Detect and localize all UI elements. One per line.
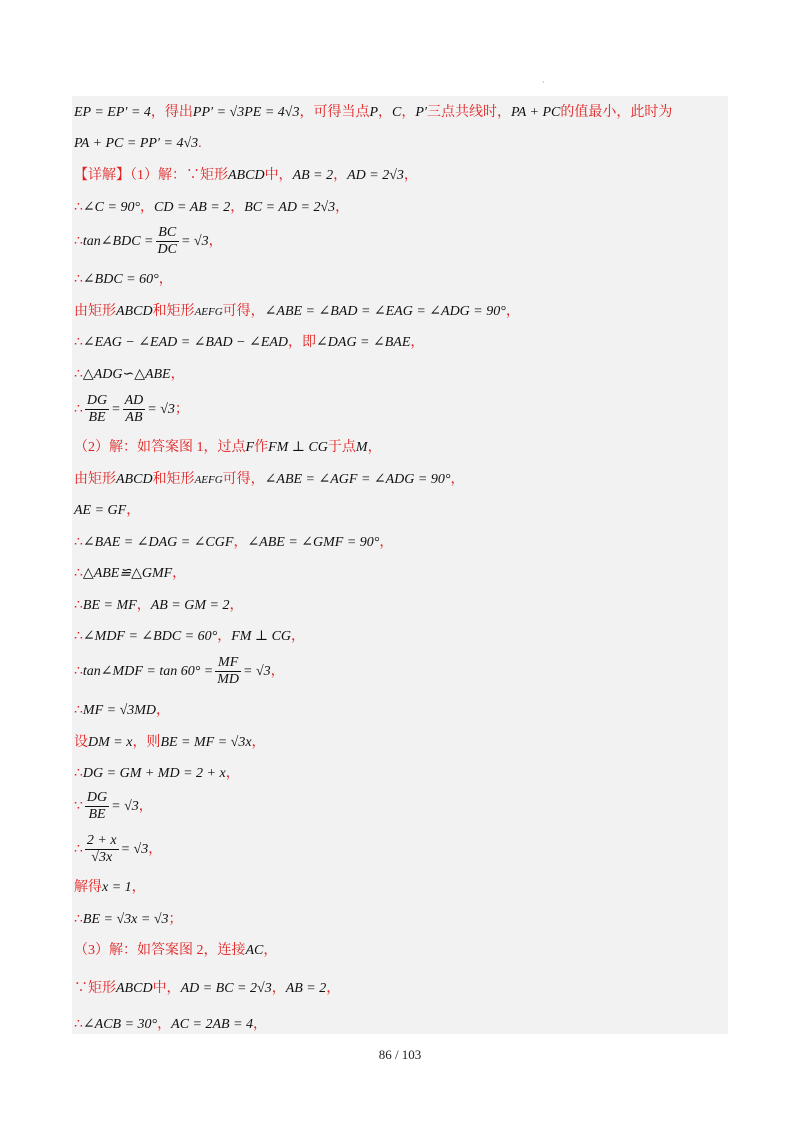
equation: AD = BC = 2√3	[180, 981, 272, 996]
equation: AC = 2AB = 4	[171, 1017, 254, 1032]
text: ，	[505, 304, 520, 319]
equation: ∠ACB = 30°	[82, 1017, 158, 1032]
equation: AB = 2	[285, 981, 327, 996]
equation: DM = x	[88, 735, 133, 750]
text: 和矩形	[152, 472, 195, 487]
text: ，	[172, 566, 187, 581]
text: ，	[263, 943, 278, 958]
equation: ∠MDF = ∠BDC = 60°	[82, 629, 218, 644]
line-5	[74, 224, 223, 260]
therefore-symbol: ∴	[74, 912, 83, 927]
math-term: AC	[245, 943, 264, 958]
text: ，即	[288, 335, 317, 350]
fraction	[215, 655, 241, 688]
text: ，	[230, 200, 245, 215]
equation: ∠EAG − ∠EAD = ∠BAD − ∠EAD	[82, 335, 289, 350]
math-term: AEFG	[194, 474, 223, 486]
text: ，	[333, 168, 348, 183]
equation: ∠ABE = ∠GMF = 90°	[247, 535, 380, 550]
text: ，	[126, 503, 141, 518]
line-1	[74, 104, 672, 122]
point-label: F	[245, 440, 255, 455]
equation: = √3	[120, 842, 149, 857]
math-term: ABCD	[116, 472, 153, 487]
fraction	[85, 790, 109, 823]
therefore-symbol: ∴	[74, 234, 83, 249]
equation: AD = 2√3	[347, 168, 404, 183]
therefore-symbol: ∴	[74, 664, 83, 679]
text: 三点共线时，	[426, 105, 511, 120]
text: ，	[450, 472, 465, 487]
equation: AB = 2	[292, 168, 334, 183]
line-11	[74, 439, 382, 457]
equation: BE = MF	[82, 598, 137, 613]
fraction	[156, 225, 179, 258]
numerator: 2 + x	[86, 833, 117, 849]
equation: tan∠BDC =	[82, 234, 154, 249]
text: ，	[156, 703, 171, 718]
equation: ∠ABE = ∠AGF = ∠ADG = 90°	[264, 472, 451, 487]
equation: x = 1	[102, 880, 132, 895]
point-label: P′	[415, 105, 427, 120]
equation: BE = MF = √3x	[160, 735, 252, 750]
line-10	[74, 392, 189, 428]
equation: FM ⊥ CG	[268, 440, 328, 455]
math-term: ABCD	[116, 304, 153, 319]
line-27	[74, 980, 340, 998]
text: .	[198, 136, 202, 151]
equation: = √3	[147, 402, 175, 417]
equation: FM ⊥ CG	[231, 629, 292, 644]
line-12	[74, 471, 464, 489]
line-8	[74, 334, 424, 352]
line-15	[74, 565, 186, 583]
text: ，	[253, 1017, 268, 1032]
text: ∵矩形	[74, 981, 116, 996]
line-28	[74, 1016, 267, 1034]
numerator: MF	[215, 655, 241, 672]
equation: AB = GM = 2	[150, 598, 230, 613]
line-24	[74, 879, 146, 897]
line-25	[74, 911, 183, 929]
equation: = √3	[243, 664, 271, 679]
text: 由矩形	[74, 304, 116, 319]
line-21	[74, 765, 240, 783]
line-6	[74, 271, 173, 289]
text: 解得	[74, 880, 102, 895]
line-4	[74, 199, 349, 217]
text: ，	[378, 105, 393, 120]
text: ，	[326, 981, 341, 996]
text: ，	[148, 842, 163, 857]
therefore-symbol: ∴	[74, 535, 83, 550]
text: ，	[270, 664, 285, 679]
line-22	[74, 789, 153, 825]
text: 可得，	[222, 472, 265, 487]
text: ，则	[132, 735, 161, 750]
text: ，	[233, 535, 248, 550]
text: ，得出	[150, 105, 193, 120]
denominator: BE	[88, 807, 106, 823]
denominator: BE	[88, 410, 106, 426]
numerator: AD	[124, 393, 144, 409]
text: ，	[401, 105, 416, 120]
equation: △ADG∽△ABE	[82, 367, 171, 382]
therefore-symbol: ∴	[74, 335, 83, 350]
fraction	[85, 393, 109, 426]
text: ，	[291, 629, 306, 644]
text: ，	[138, 799, 153, 814]
denominator: DC	[157, 242, 177, 258]
therefore-symbol: ∴	[74, 703, 83, 718]
text: ，	[403, 168, 418, 183]
equation: = √3	[111, 799, 139, 814]
text: ，	[131, 880, 146, 895]
math-term: ABCD	[228, 168, 265, 183]
therefore-symbol: ∴	[74, 272, 83, 287]
line-9	[74, 366, 185, 384]
text: ，可得当点	[299, 105, 370, 120]
text: （2）解：如答案图 1，过点	[74, 440, 246, 455]
denominator: MD	[217, 672, 240, 688]
therefore-symbol: ∴	[74, 367, 83, 382]
numerator: DG	[86, 393, 108, 409]
text: （3）解：如答案图 2，连接	[74, 943, 246, 958]
equation: DG = GM + MD = 2 + x	[82, 766, 226, 781]
text: 中，	[264, 168, 293, 183]
line-20	[74, 734, 266, 752]
equals-sign: =	[111, 402, 121, 417]
line-2	[74, 135, 202, 153]
numerator: DG	[86, 790, 108, 806]
text: 【详解】（1）解：∵矩形	[74, 168, 228, 183]
therefore-symbol: ∴	[74, 566, 83, 581]
text: 作	[254, 440, 269, 455]
line-3	[74, 167, 418, 185]
line-13	[74, 502, 140, 520]
text: ，	[379, 535, 394, 550]
equation: BC = AD = 2√3	[244, 200, 336, 215]
equation: PA + PC	[510, 105, 561, 120]
math-term: AEFG	[194, 306, 223, 318]
math-term: ABCD	[116, 981, 153, 996]
text: ，	[229, 598, 244, 613]
text: ；	[168, 912, 183, 927]
equation: EP = EP′ = 4	[74, 105, 151, 120]
text: ，	[271, 981, 286, 996]
therefore-symbol: ∴	[74, 598, 83, 613]
fraction	[85, 833, 119, 866]
equation: ∠BDC = 60°	[82, 272, 159, 287]
text: 的值最小，此时为	[560, 105, 673, 120]
therefore-symbol: ∴	[74, 842, 83, 857]
therefore-symbol: ∴	[74, 1017, 83, 1032]
equation: MF = √3MD	[82, 703, 157, 718]
line-14	[74, 534, 393, 552]
text: 和矩形	[152, 304, 195, 319]
text: ，	[158, 272, 173, 287]
line-16	[74, 597, 243, 615]
point-label: M	[355, 440, 368, 455]
because-symbol: ∵	[74, 799, 83, 814]
point-label: C	[392, 105, 402, 120]
equation: ∠BAE = ∠DAG = ∠CGF	[82, 535, 234, 550]
text: ，	[367, 440, 382, 455]
text: ，	[410, 335, 425, 350]
numerator: BC	[156, 225, 179, 242]
text: ；	[174, 402, 189, 417]
text: ，	[251, 735, 266, 750]
text: ，	[170, 367, 185, 382]
therefore-symbol: ∴	[74, 402, 83, 417]
line-17	[74, 628, 305, 646]
text: ，	[217, 629, 232, 644]
line-19	[74, 702, 170, 720]
text: 于点	[327, 440, 356, 455]
solution-text-area	[72, 96, 728, 1034]
text: ，	[335, 200, 350, 215]
text: ，	[225, 766, 240, 781]
equation: CD = AB = 2	[154, 200, 231, 215]
line-18	[74, 654, 285, 690]
equation: tan∠MDF = tan 60° =	[82, 664, 214, 679]
text: ，	[157, 1017, 172, 1032]
equation: = √3	[180, 234, 209, 249]
page-number: 86 / 103	[378, 1047, 422, 1062]
equation: ∠C = 90°	[82, 200, 141, 215]
line-26	[74, 942, 277, 960]
equation: PP′ = √3PE = 4√3	[192, 105, 300, 120]
fraction	[123, 393, 146, 426]
text: ，	[136, 598, 151, 613]
page-dot-mark: ·	[542, 78, 545, 87]
equation: ∠ABE = ∠BAD = ∠EAG = ∠ADG = 90°	[264, 304, 506, 319]
equation: ∠DAG = ∠BAE	[316, 335, 411, 350]
text: 设	[74, 735, 88, 750]
equation: AE = GF	[74, 503, 127, 518]
line-7	[74, 303, 520, 321]
therefore-symbol: ∴	[74, 766, 83, 781]
therefore-symbol: ∴	[74, 200, 83, 215]
text: 由矩形	[74, 472, 116, 487]
text: ，	[140, 200, 155, 215]
equation: △ABE≌△GMF	[82, 566, 173, 581]
equation: PA + PC = PP′ = 4√3	[74, 136, 199, 151]
therefore-symbol: ∴	[74, 629, 83, 644]
text: 中，	[152, 981, 181, 996]
denominator: √3x	[91, 850, 113, 866]
text: 可得，	[222, 304, 265, 319]
text: ，	[208, 234, 223, 249]
denominator: AB	[125, 410, 143, 426]
point-label: P	[369, 105, 379, 120]
line-23	[74, 832, 162, 868]
equation: BE = √3x = √3	[82, 912, 169, 927]
